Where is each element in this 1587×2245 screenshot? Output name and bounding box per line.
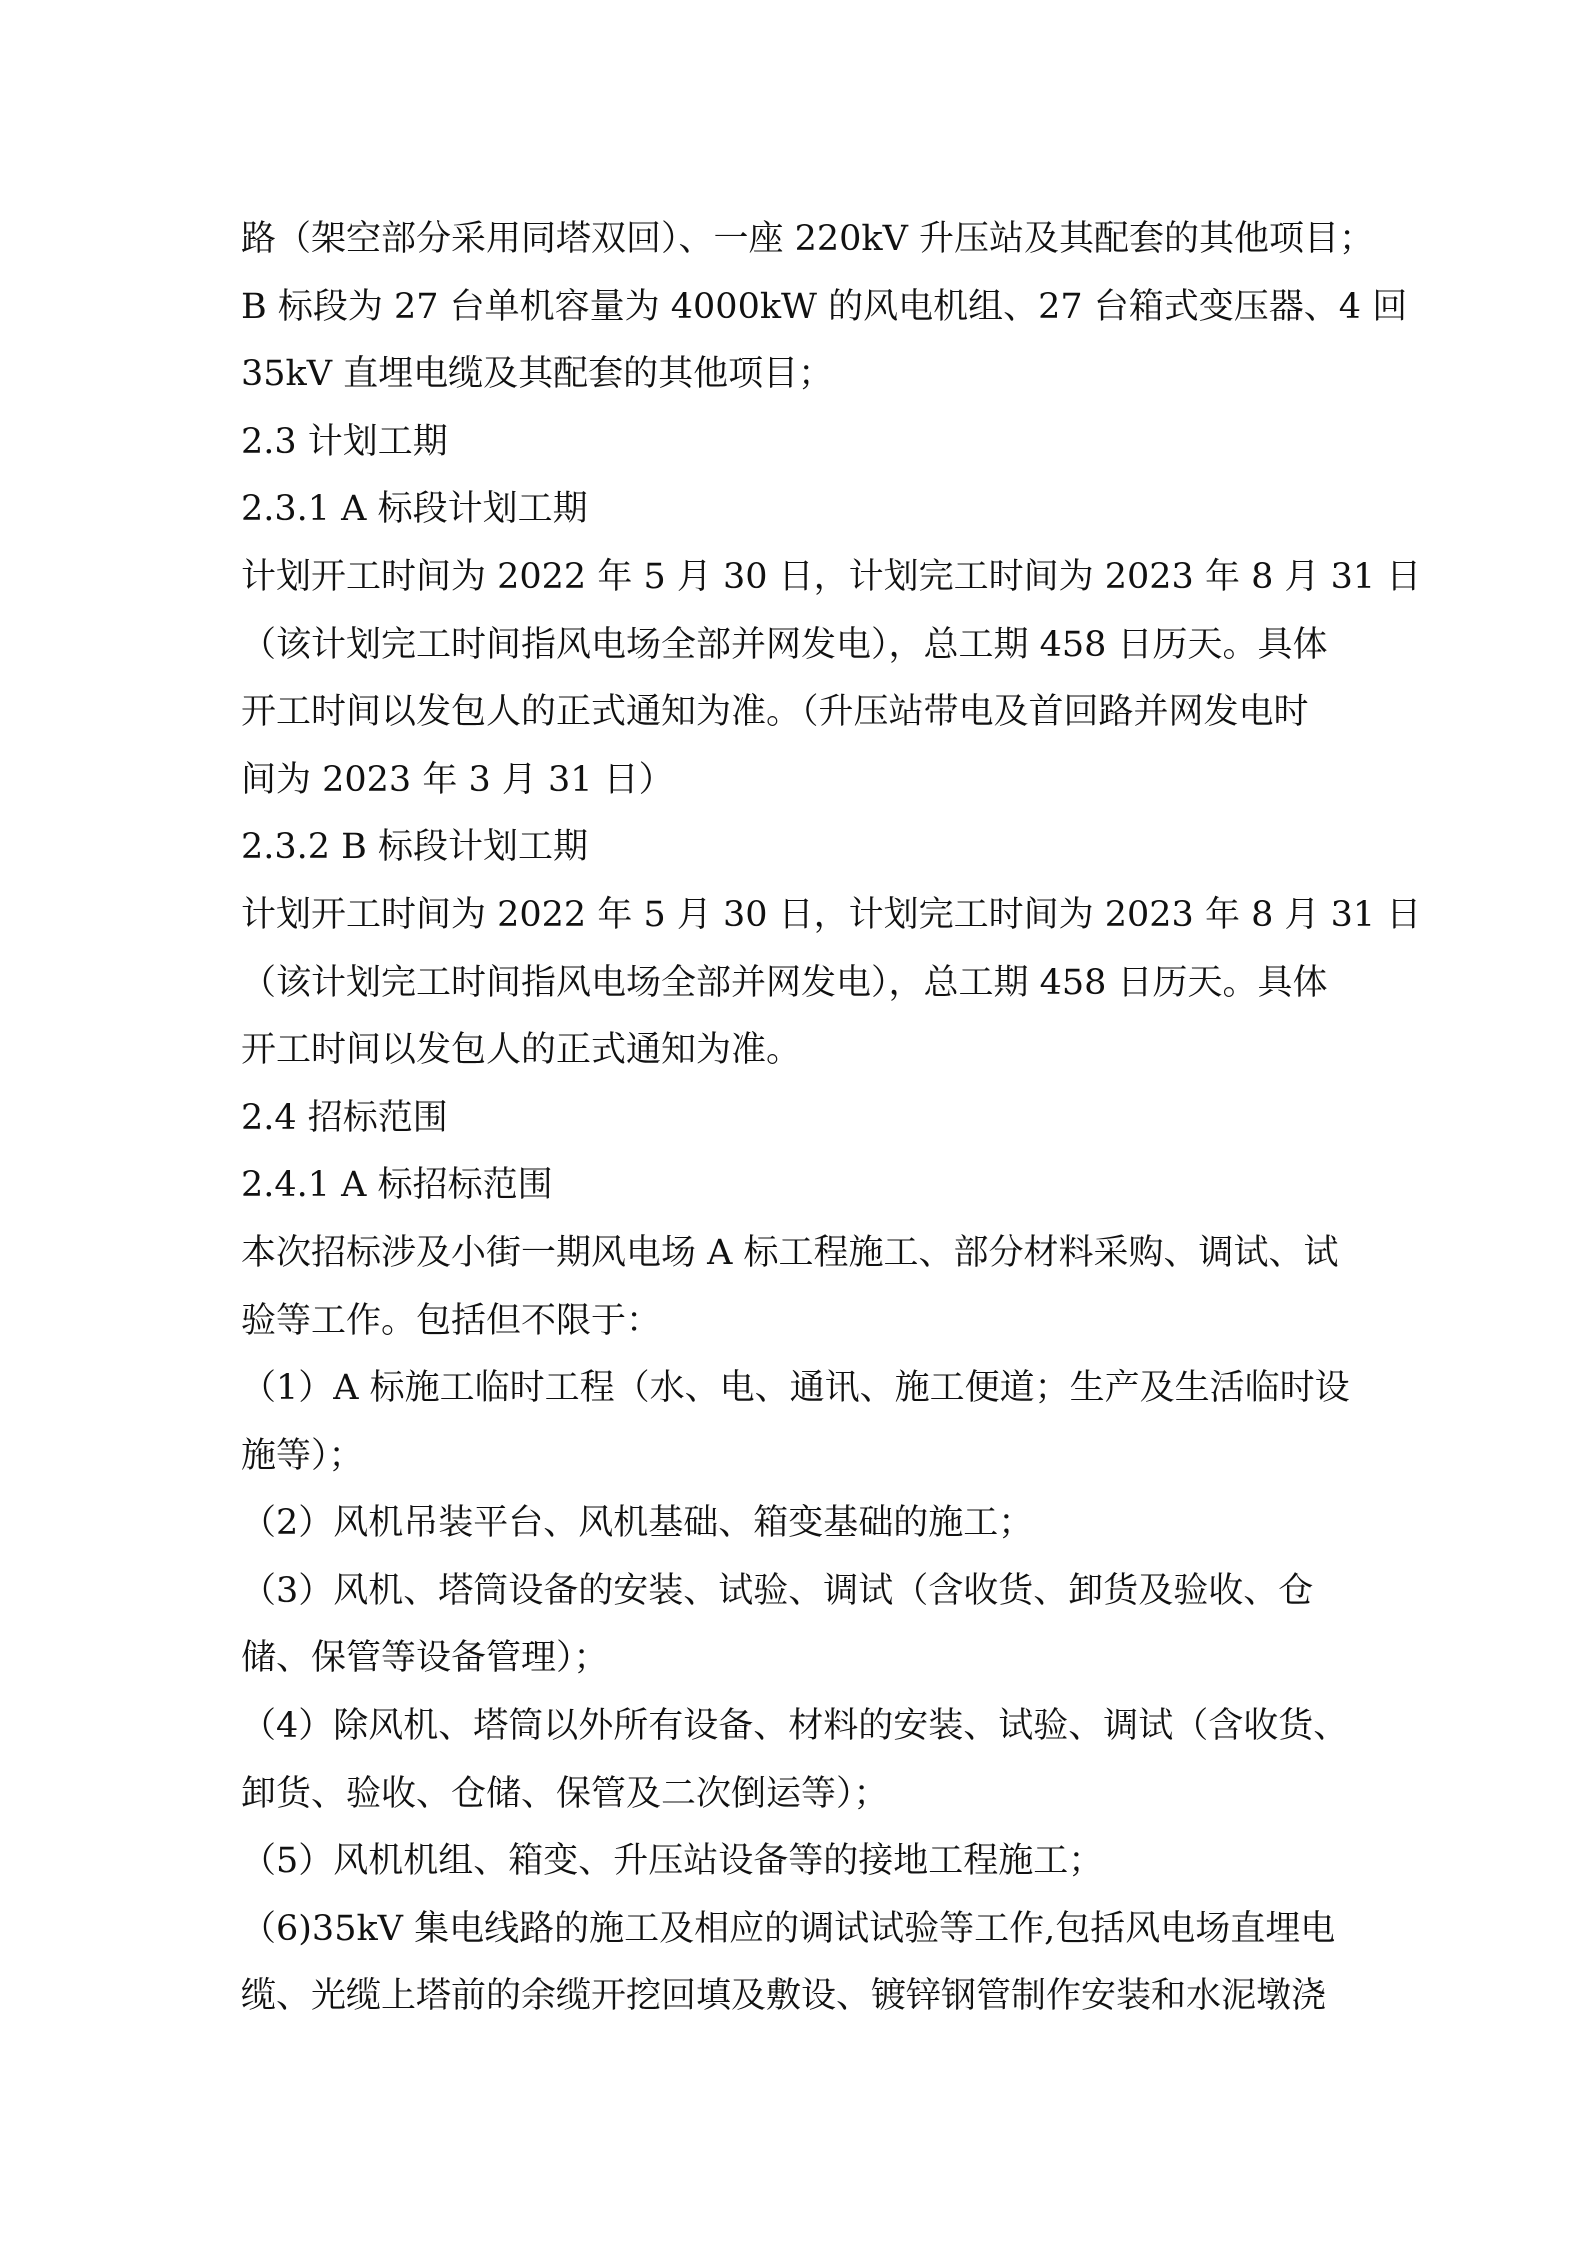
document-body (241, 206, 1422, 2031)
list-item-continuation: 缆、光缆上塔前的余缆开挖回填及敷设、镀锌钢管制作安装和水泥墩浇 (241, 1976, 1327, 2017)
list-item: （2）风机吊装平台、风机基础、箱变基础的施工； (241, 1503, 1034, 1544)
section-heading: 2.3 计划工期 (241, 421, 448, 462)
text-line: 验等工作。包括但不限于： (241, 1300, 662, 1341)
list-item: （3）风机、塔筒设备的安装、试验、调试（含收货、卸货及验收、仓 (241, 1570, 1314, 1611)
text-line: 计划开工时间为 2022 年 5 月 30 日，计划完工时间为 2023 年 8 月 31 日 (241, 556, 1422, 597)
text-line: 开工时间以发包人的正式通知为准。 (241, 1030, 802, 1071)
text-line: 开工时间以发包人的正式通知为准。（升压站带电及首回路并网发电时 (241, 692, 1309, 733)
list-item-continuation: 卸货、验收、仓储、保管及二次倒运等）； (241, 1773, 889, 1814)
list-item: （1）A 标施工临时工程（水、电、通讯、施工便道；生产及生活临时设 (241, 1368, 1350, 1409)
text-line: 计划开工时间为 2022 年 5 月 30 日，计划完工时间为 2023 年 8 月 31 日 (241, 894, 1422, 935)
text-line: 35kV 直埋电缆及其配套的其他项目； (241, 354, 834, 395)
list-item: （6)35kV 集电线路的施工及相应的调试试验等工作,包括风电场直埋电 (241, 1908, 1336, 1949)
subsection-heading: 2.3.1 A 标段计划工期 (241, 489, 588, 530)
text-line: 间为 2023 年 3 月 31 日） (241, 759, 674, 800)
list-item: （5）风机机组、箱变、升压站设备等的接地工程施工； (241, 1841, 1104, 1882)
section-heading: 2.4 招标范围 (241, 1097, 448, 1138)
list-item: （4）除风机、塔筒以外所有设备、材料的安装、试验、调试（含收货、 (241, 1706, 1349, 1747)
text-line: B 标段为 27 台单机容量为 4000kW 的风电机组、27 台箱式变压器、4 回 (241, 286, 1408, 327)
text-line: 本次招标涉及小街一期风电场 A 标工程施工、部分材料采购、调试、试 (241, 1232, 1339, 1273)
list-item-continuation: 施等）； (241, 1435, 364, 1476)
text-line: （该计划完工时间指风电场全部并网发电），总工期 458 日历天。具体 (241, 624, 1328, 665)
subsection-heading: 2.3.2 B 标段计划工期 (241, 827, 589, 868)
list-item-continuation: 储、保管等设备管理）； (241, 1638, 609, 1679)
subsection-heading: 2.4.1 A 标招标范围 (241, 1165, 553, 1206)
text-line: （该计划完工时间指风电场全部并网发电），总工期 458 日历天。具体 (241, 962, 1328, 1003)
text-line: 路（架空部分采用同塔双回）、一座 220kV 升压站及其配套的其他项目； (241, 219, 1375, 259)
